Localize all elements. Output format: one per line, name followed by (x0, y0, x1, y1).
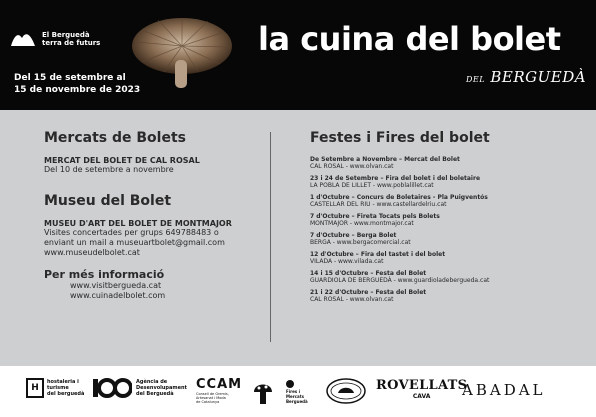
agencia-icon (92, 376, 132, 400)
subtitle-text: BERGUEDÀ (490, 68, 587, 86)
event-title: De Setembre a Novembre – Mercat del Bolet (310, 156, 460, 163)
event-item (310, 232, 580, 246)
fires-line-2: Mercats (286, 394, 305, 399)
ccam-text: CCAM (196, 377, 243, 392)
fires-line-3: Berguedà (286, 399, 308, 404)
logo-line-1: El Berguedà (42, 31, 90, 39)
rovellats-logo (376, 378, 467, 400)
agencia-line-2: Desenvolupament (136, 385, 187, 391)
mercats-heading: Mercats de Bolets (44, 130, 186, 146)
bergueda-logo (10, 30, 100, 48)
mercat-name: MERCAT DEL BOLET DE CAL ROSAL (44, 156, 200, 165)
hostaleria-icon: H (26, 378, 44, 398)
sponsor-logos (0, 366, 596, 417)
event-item (310, 289, 580, 303)
date-line-1: Del 15 de setembre al (14, 73, 126, 83)
event-place[interactable]: CASTELLAR DEL RIU - www.castellardelriu.cat (310, 201, 447, 208)
museu-heading: Museu del Bolet (44, 193, 172, 209)
date-line-2: 15 de novembre de 2023 (14, 85, 141, 95)
content-area (0, 110, 596, 366)
event-title: 7 d'Octubre – Fireta Tocats pels Bolets (310, 213, 440, 220)
event-title: 7 d'Octubre – Berga Bolet (310, 232, 397, 239)
event-place[interactable]: CAL ROSAL - www.olvan.cat (310, 296, 394, 303)
ccam-sub-3: de Catalunya (196, 400, 220, 404)
event-item (310, 156, 580, 170)
left-column (44, 130, 260, 301)
museu-line-1: Visites concertades per grups 649788483 o (44, 228, 219, 237)
fires-line-1: Fires i (286, 389, 300, 394)
header-banner (0, 0, 596, 110)
ccam-sub-2: Artesanat i Moda (196, 396, 226, 400)
cuina-bolet-seal-icon (326, 378, 366, 404)
rovellats-sub: CAVA (412, 393, 431, 400)
event-place[interactable]: VILADA - www.vilada.cat (310, 258, 384, 265)
column-divider (270, 132, 271, 342)
info-heading: Per més informació (44, 268, 165, 281)
festes-heading: Festes i Fires del bolet (310, 130, 490, 146)
logo-line-2: terra de futurs (42, 39, 101, 47)
event-place[interactable]: MONTMAJOR - www.montmajor.cat (310, 220, 414, 227)
info-link-cuinadelbolet[interactable]: www.cuinadelbolet.com (70, 291, 166, 300)
info-link-visitbergueda[interactable]: www.visitbergueda.cat (70, 281, 162, 290)
museu-link[interactable]: www.museudelbolet.cat (44, 248, 140, 257)
event-title: 14 i 15 d'Octubre – Festa del Bolet (310, 270, 427, 277)
event-item (310, 270, 580, 284)
fires-icon (286, 380, 294, 388)
mushroom-logo-icon (252, 380, 274, 406)
event-title: 21 i 22 d'Octubre – Festa del Bolet (310, 289, 427, 296)
page-subtitle (466, 68, 586, 86)
mountain-logo-icon (10, 30, 36, 48)
ccam-sub-1: Consell de Gremis, (196, 392, 229, 396)
page-title: la cuina del bolet (258, 20, 561, 58)
fires-mercats-logo (286, 380, 308, 404)
event-place[interactable]: BERGA - www.bergacomercial.cat (310, 239, 411, 246)
right-column (310, 130, 580, 308)
mushroom-image (128, 12, 236, 92)
subtitle-prefix: DEL (466, 75, 486, 84)
abadal-logo: ABADAL (462, 381, 546, 399)
event-place[interactable]: LA POBLA DE LILLET - www.poblalillet.cat (310, 182, 434, 189)
event-place[interactable]: GUARDIOLA DE BERGUEDÀ - www.guardioladebergueda.cat (310, 277, 490, 284)
event-title: 23 i 24 de Setembre – Fira del bolet i del boletaire (310, 175, 481, 182)
ccam-logo (196, 377, 242, 404)
event-list (310, 156, 580, 303)
rovellats-text: ROVELLATS (376, 378, 468, 393)
event-item (310, 251, 580, 265)
museu-name: MUSEU D'ART DEL BOLET DE MONTMAJOR (44, 219, 232, 228)
agencia-line-3: del Berguedà (136, 391, 174, 397)
hostaleria-line-2: turisme (47, 385, 69, 391)
mercat-detail: Del 10 de setembre a novembre (44, 165, 174, 174)
hostaleria-line-3: del berguedà (47, 391, 85, 397)
event-title: 12 d'Octubre – Fira del tastet i del bolet (310, 251, 446, 258)
date-range (14, 72, 140, 96)
agencia-line-1: Agència de (136, 379, 168, 385)
event-item (310, 194, 580, 208)
agencia-logo (92, 376, 187, 400)
event-place[interactable]: CAL ROSAL - www.olvan.cat (310, 163, 394, 170)
event-title: 1 d'Octubre – Concurs de Boletaires - Pla Puigventós (310, 194, 488, 201)
event-item (310, 213, 580, 227)
event-item (310, 175, 580, 189)
museu-line-2: enviant un mail a museuartbolet@gmail.com (44, 238, 225, 247)
hostaleria-line-1: hostaleria i (47, 379, 79, 385)
hostaleria-logo (26, 378, 84, 398)
